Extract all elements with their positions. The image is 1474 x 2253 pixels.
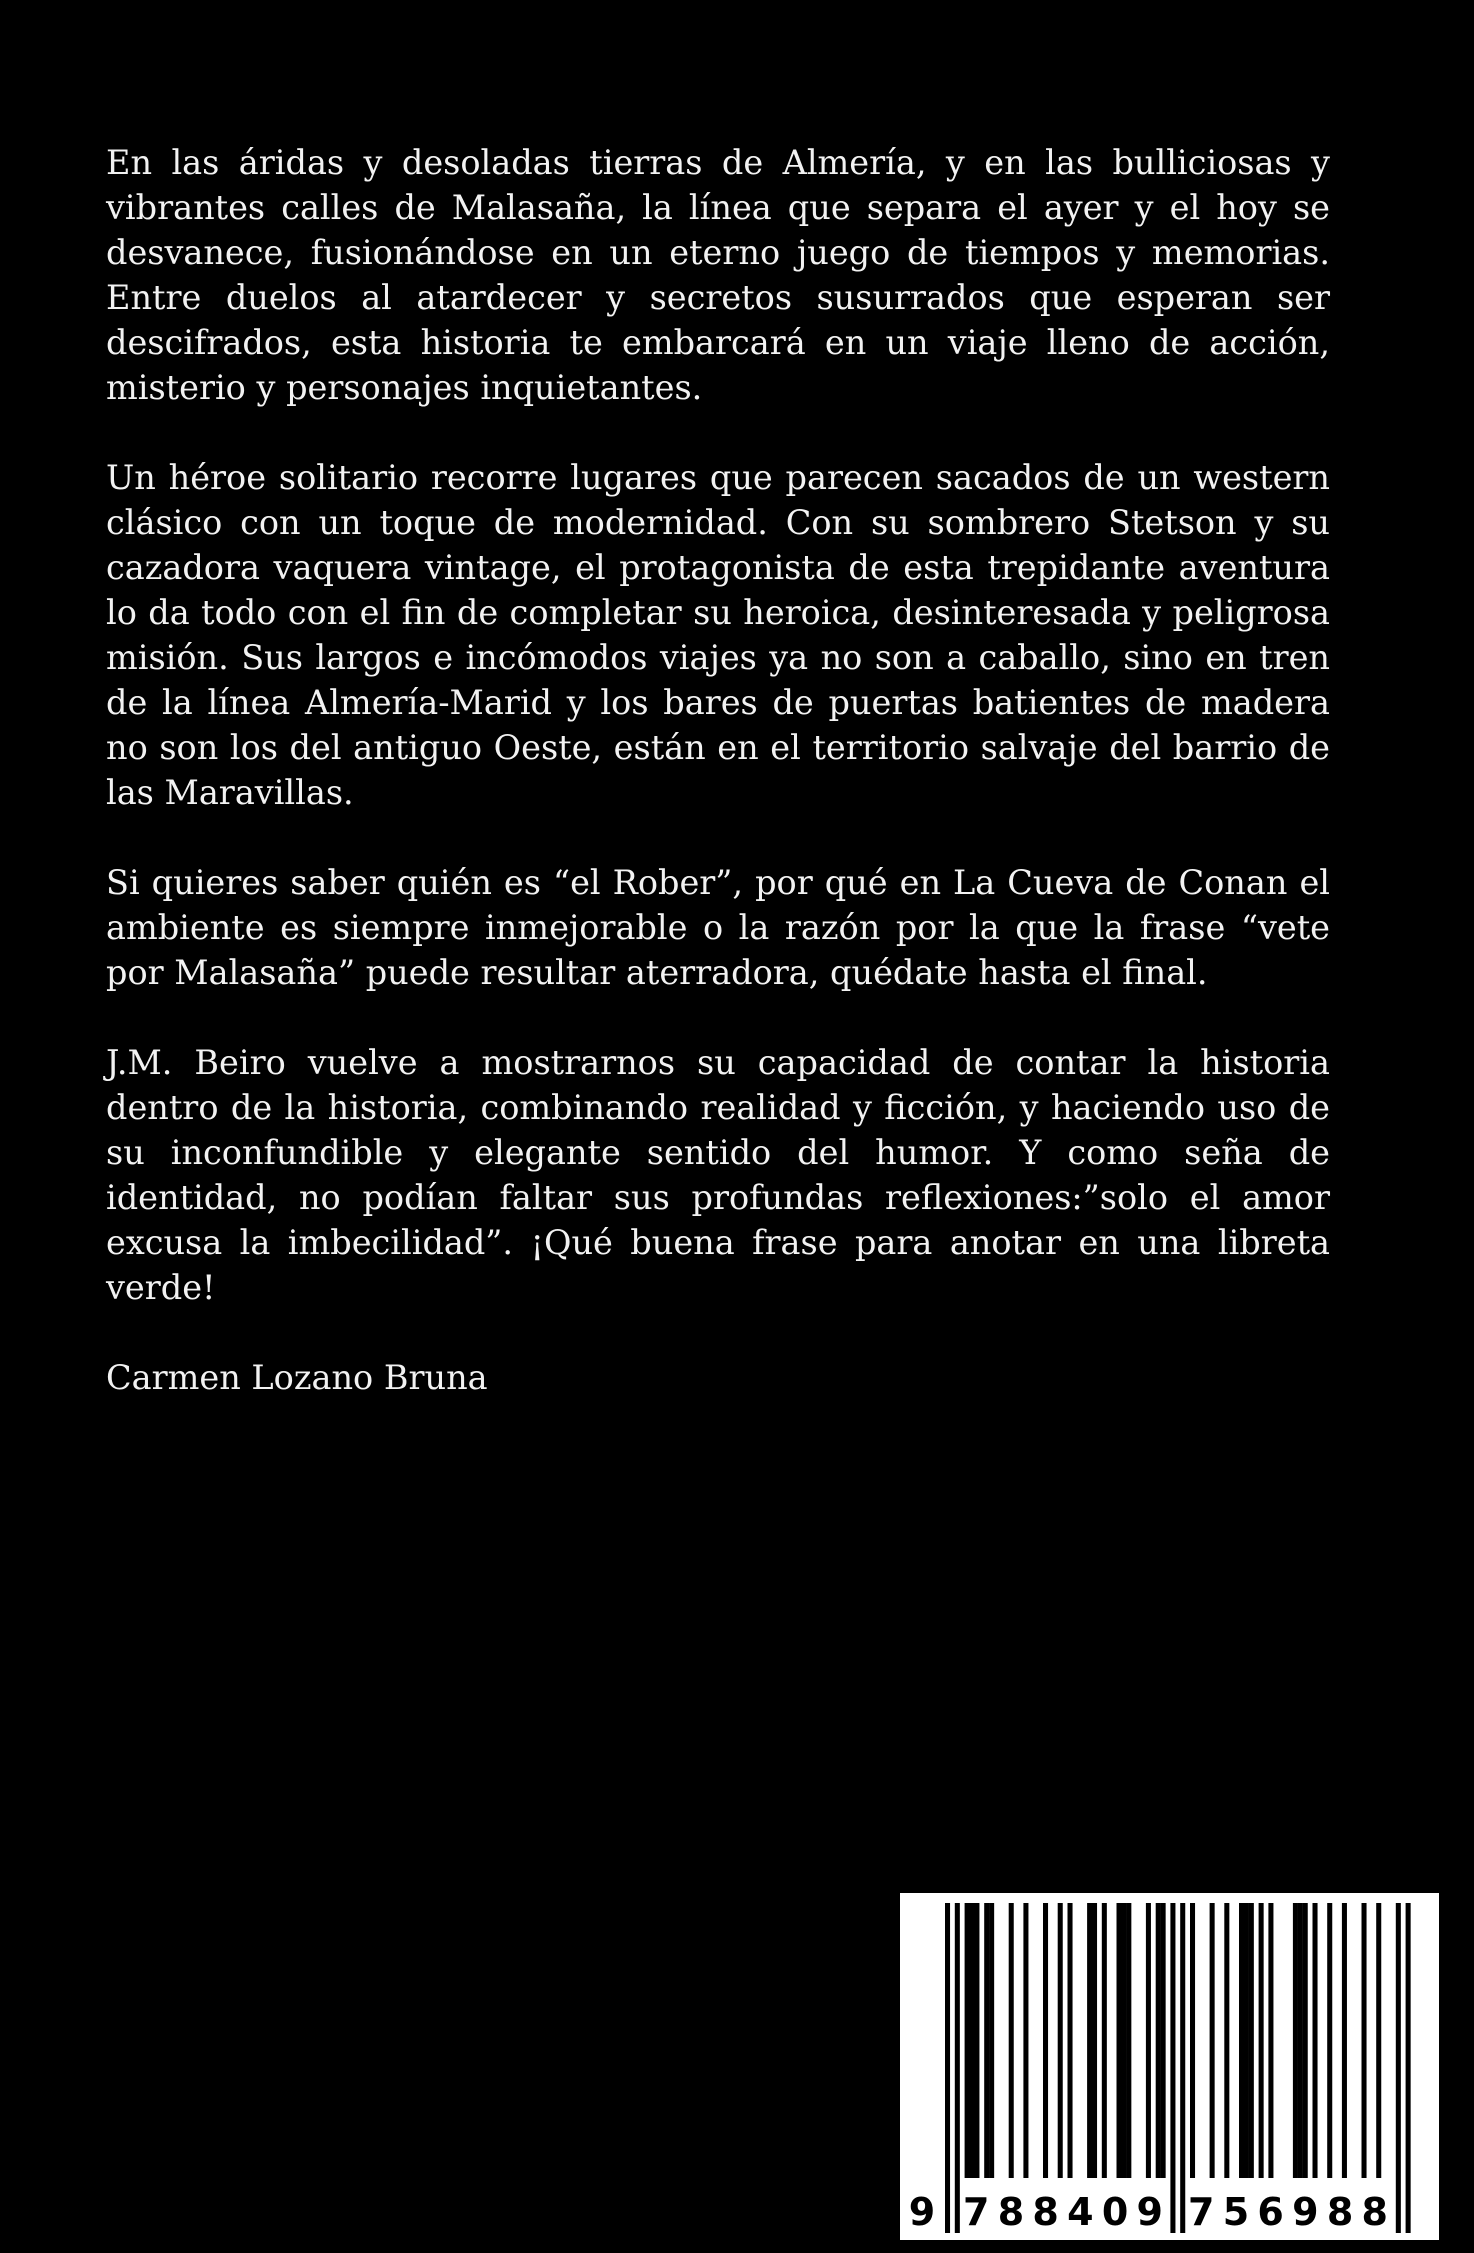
barcode-bar [1161,1903,1166,2178]
barcode-guard-bar [1170,1903,1175,2233]
barcode-bar [1313,1903,1318,2178]
barcode-bar [1043,1903,1048,2178]
barcode-bar [1058,1903,1063,2178]
barcode-bar [1239,1903,1244,2178]
barcode-bar [1210,1903,1215,2178]
barcode-bar [1102,1903,1107,2178]
barcode-bar [1009,1903,1014,2178]
barcode-bar [1244,1903,1249,2178]
barcode-bar [1190,1903,1195,2178]
barcode-bar [1087,1903,1092,2178]
barcode-guard-bar [1396,1903,1401,2233]
barcode-bar [1303,1903,1308,2178]
barcode-guard-bar [1406,1903,1411,2233]
blurb-paragraph-3: Si quieres saber quién es “el Rober”, por qué en La Cueva de Conan el ambiente es siempre inmejorable o la razón por la que la frase “vete por Malasaña” puede resultar aterradora, quédate hasta el final. [106,863,1330,992]
barcode-bar [984,1903,989,2178]
barcode-bar [1342,1903,1347,2178]
blurb-paragraph-1: En las áridas y desoladas tierras de Almería, y en las bulliciosas y vibrantes calles de Malasaña, la línea que separa el ayer y el hoy se desvanece, fusionándose en un eterno juego de tiempos y memorias. Entre duelos al atardecer y secretos susurrados que esperan ser descifrados, esta historia te embarcará en un viaje lleno de acción, misterio y personajes inquietantes. [106,143,1330,407]
barcode-bar [1146,1903,1151,2178]
barcode-digit-first: 9 [908,2190,936,2234]
barcode-bar [1224,1903,1229,2178]
barcode-digits-left: 788409 [963,2190,1163,2234]
barcode-bar [1259,1903,1264,2178]
barcode-bar [1268,1903,1273,2178]
barcode-bar [1023,1903,1028,2178]
barcode-digits [909,2190,1388,2234]
barcode-bar [965,1903,970,2178]
barcode-bar [1376,1903,1381,2178]
barcode-bar [1156,1903,1161,2178]
barcode-bar [970,1903,975,2178]
barcode-bar [1298,1903,1303,2178]
blurb-paragraph-2: Un héroe solitario recorre lugares que parecen sacados de un western clásico con un toque de modernidad. Con su sombrero Stetson y su cazadora vaquera vintage, el protagonista de esta trepidante aventura lo da todo con el fin de completar su heroica, desinteresada y peligrosa misión. Sus largos e incómodos viajes ya no son a caballo, sino en tren de la línea Almería-Marid y los bares de puertas batientes de madera no son los del antiguo Oeste, están en el territorio salvaje del barrio de las Maravillas. [106,458,1330,812]
blurb-signature: Carmen Lozano Bruna [106,1358,488,1397]
back-cover-blurb [106,140,1330,1400]
barcode-bar [989,1903,994,2178]
barcode-bars [945,1903,1411,2233]
barcode-guard-bar [955,1903,960,2233]
barcode-bar [1068,1903,1073,2178]
barcode-bar [1327,1903,1332,2178]
blurb-paragraph-4: J.M. Beiro vuelve a mostrarnos su capacidad de contar la historia dentro de la historia, combinando realidad y ficción, y haciendo uso de su inconfundible y elegante sentido del humor. Y como seña de identidad, no podían faltar sus profundas reflexiones:”solo el amor excusa la imbecilidad”. ¡Qué buena frase para anotar en una libreta verde! [106,1043,1330,1307]
barcode-bar [1117,1903,1122,2178]
barcode-bar [1362,1903,1367,2178]
barcode-bar [974,1903,979,2178]
barcode-guard-bar [1180,1903,1185,2233]
barcode-guard-bar [945,1903,950,2233]
barcode-bar [1092,1903,1097,2178]
barcode-bar [1126,1903,1131,2178]
barcode-digits-right: 756988 [1188,2190,1388,2234]
barcode-graphic [900,1893,1439,2240]
barcode-bar [1121,1903,1126,2178]
barcode-bar [1293,1903,1298,2178]
barcode-bar [1249,1903,1254,2178]
isbn-barcode [900,1893,1439,2240]
